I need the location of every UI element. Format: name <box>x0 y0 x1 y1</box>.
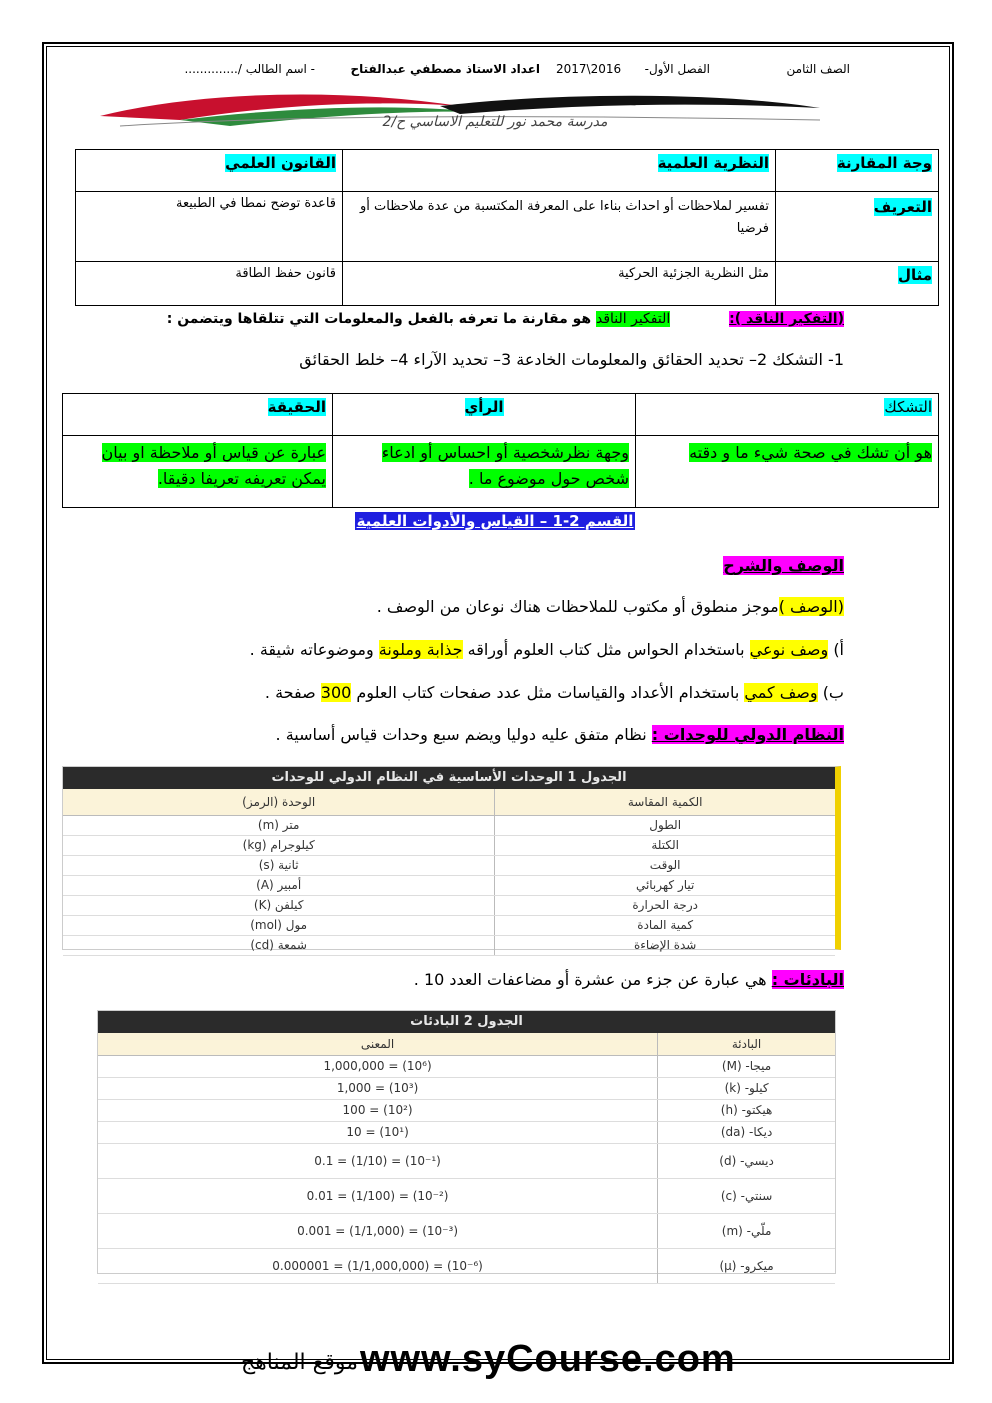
si-unit: كيلفن (K) <box>253 898 304 912</box>
prefix-table-row <box>98 1214 835 1249</box>
opinion-body: وجهة نظرشخصية أو احساس أو ادعاء شخص حول موضوع ما . <box>333 436 636 508</box>
comparison-cell: تفسير لملاحظات أو احداث بناءا على المعرفة المكتسبة من عدة ملاحظات أو فرضيا <box>343 192 776 262</box>
si-table-row <box>63 836 835 856</box>
comparison-head-law: القانون العلمي <box>76 150 343 192</box>
prefix-table-row <box>98 1056 835 1078</box>
prefix-meaning: 0.01 = (1/100) = (10⁻²) <box>306 1189 449 1203</box>
si-table-row <box>63 936 835 956</box>
fact-body: عبارة عن قياس أو ملاحظة او بيان يمكن تعريفه تعريفا دقيقا. <box>63 436 333 508</box>
si-unit: كيلوجرام (kg) <box>242 838 315 852</box>
qualitative-line: أ) وصف نوعي باستخدام الحواس مثل كتاب العلوم أوراقه جذابة وملونة وموضوعاته شيقة . <box>249 640 844 659</box>
author-label: اعداد الاستاذ مصطفي عبدالفتاح <box>350 62 540 76</box>
critical-thinking-term: التفكير الناقد <box>595 311 671 327</box>
prefix-name: كيلو- (k) <box>657 1078 835 1099</box>
si-quantity: كمية المادة <box>494 916 835 935</box>
description-heading: الوصف والشرح <box>723 556 844 575</box>
grade-label: الصف الثامن <box>786 62 850 76</box>
si-table-row <box>63 896 835 916</box>
prefix-table <box>97 1010 836 1274</box>
year-label: 2017\2016 <box>556 62 622 76</box>
semester-label: الفصل الأول- <box>644 62 710 76</box>
si-unit: ثانية (s) <box>258 858 299 872</box>
comparison-head-aspect: وجة المقارنة <box>776 150 939 192</box>
si-table-header: الكمية المقاسة الوحدة (الرمز) <box>63 789 835 816</box>
si-table-row <box>63 816 835 836</box>
si-line: النظام الدولي للوحدات : نظام متفق عليه دوليا ويضم سبع وحدات قياس أساسية . <box>275 725 844 744</box>
prefix-table-row <box>98 1100 835 1122</box>
si-table-title: الجدول 1 الوحدات الأساسية في النظام الدولي للوحدات <box>63 767 835 789</box>
si-unit: مول (mol) <box>250 918 308 932</box>
critical-thinking-list: 1- التشكك 2– تحديد الحقائق والمعلومات الخادعة 3– تحديد الآراء 4– خلط الحقائق <box>299 350 844 369</box>
prefix-meaning: 10 = (10¹) <box>346 1125 409 1139</box>
prefix-table-row <box>98 1078 835 1100</box>
si-quantity: تيار كهربائي <box>494 876 835 895</box>
school-name: مدرسة محمد نور للتعليم الاساسي ح/2 <box>382 114 608 130</box>
si-units-table <box>62 766 841 950</box>
prefix-meaning: 100 = (10²) <box>342 1103 413 1117</box>
comparison-row-label: مثال <box>776 262 939 306</box>
prefix-name: سنتي- (c) <box>657 1179 835 1213</box>
skeptic-table <box>62 393 939 508</box>
comparison-table <box>75 149 939 306</box>
prefix-meaning: 1,000,000 = (10⁶) <box>323 1059 432 1073</box>
prefix-table-row <box>98 1144 835 1179</box>
fact-head: الحقيقة <box>63 394 333 436</box>
opinion-head: الرأي <box>333 394 636 436</box>
description-def: (الوصف )موجز منطوق أو مكتوب للملاحظات هناك نوعان من الوصف . <box>376 597 844 616</box>
prefix-meaning: 0.001 = (1/1,000) = (10⁻³) <box>297 1224 459 1238</box>
quantitative-line: ب) وصف كمي باستخدام الأعداد والقياسات مثل عدد صفحات كتاب العلوم 300 صفحة . <box>264 683 844 702</box>
prefix-meaning: 0.000001 = (1/1,000,000) = (10⁻⁶) <box>272 1259 483 1273</box>
si-quantity: شدة الإضاءة <box>494 936 835 955</box>
si-table-row <box>63 876 835 896</box>
critical-thinking-title: (التفكير الناقد ): <box>729 311 844 327</box>
prefixes-line: البادئات : هي عبارة عن جزء من عشرة أو مضاعفات العدد 10 . <box>413 970 844 989</box>
prefix-meaning: 0.1 = (1/10) = (10⁻¹) <box>314 1154 441 1168</box>
prefix-name: هيكتو- (h) <box>657 1100 835 1121</box>
si-quantity: الكتلة <box>494 836 835 855</box>
prefix-meaning: 1,000 = (10³) <box>336 1081 419 1095</box>
skeptic-head: التشكك <box>636 394 939 436</box>
si-quantity: الوقت <box>494 856 835 875</box>
comparison-cell: قانون حفظ الطاقة <box>76 262 343 306</box>
prefix-name: ملّي- (m) <box>657 1214 835 1248</box>
si-unit: أمبير (A) <box>256 878 302 892</box>
comparison-cell: مثل النظرية الجزئية الحركية <box>343 262 776 306</box>
si-unit: شمعة (cd) <box>250 938 307 952</box>
comparison-head-theory: النظرية العلمية <box>343 150 776 192</box>
footer-site-name: موقع المناهج <box>240 1350 358 1375</box>
prefix-table-header: البادئة المعنى <box>98 1033 835 1056</box>
si-table-row <box>63 916 835 936</box>
si-unit: متر (m) <box>257 818 300 832</box>
critical-thinking-def: هو مقارنة ما تعرفه بالفعل والمعلومات التي تتلقاها ويتضمن : <box>166 311 596 327</box>
footer-url: www.syCourse.com <box>360 1338 736 1380</box>
student-name-field: - اسم الطالب /.............. <box>184 62 315 76</box>
prefix-name: ميجا- (M) <box>657 1056 835 1077</box>
si-quantity: درجة الحرارة <box>494 896 835 915</box>
prefix-table-row <box>98 1122 835 1144</box>
prefix-name: ديسي- (d) <box>657 1144 835 1178</box>
si-table-row <box>63 856 835 876</box>
prefix-name: ميكرو- (μ) <box>657 1249 835 1283</box>
critical-thinking-line <box>150 311 844 327</box>
si-quantity: الطول <box>494 816 835 835</box>
prefix-table-row <box>98 1249 835 1284</box>
comparison-cell: قاعدة توضح نمطا في الطبيعة <box>76 192 343 262</box>
prefix-table-row <box>98 1179 835 1214</box>
comparison-row-label: التعريف <box>776 192 939 262</box>
skeptic-body: هو أن تشك في صحة شيء ما و دقته <box>636 436 939 508</box>
prefix-name: ديكا- (da) <box>657 1122 835 1143</box>
section-title: القسم 2-1 – القياس والأدوات العلمية <box>356 512 634 530</box>
prefix-table-title: الجدول 2 البادئات <box>98 1011 835 1033</box>
